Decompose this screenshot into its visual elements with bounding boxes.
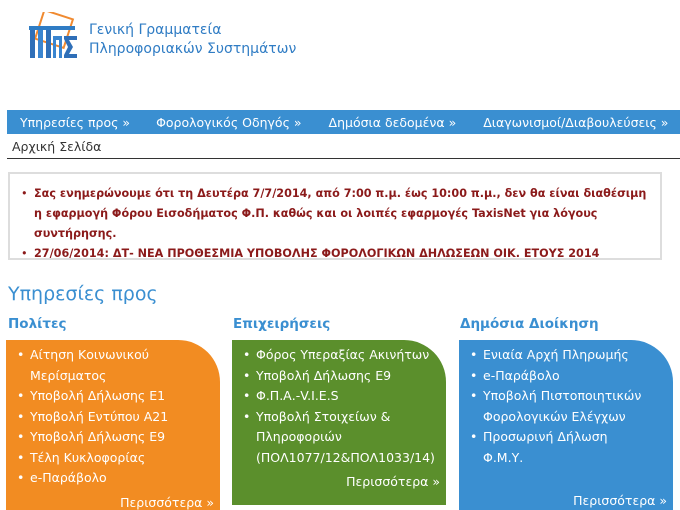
service-link[interactable]: • Φ.Π.Α.-V.I.E.S — [242, 386, 457, 407]
service-link[interactable]: • Υποβολή Δήλωσης Ε9 — [242, 366, 457, 387]
public-admin-title[interactable]: Δημόσια Διοίκηση — [460, 316, 599, 332]
announcement-item[interactable]: • Σας ενημερώνουμε ότι τη Δευτέρα 7/7/2014, από 7:00 π.μ. έως 10:00 π.μ., δεν θα είναι διαθέσιμη η εφαρμογή Φόρου Εισοδήματος Φ.Π. καθώς και οι λοιπές εφαρμογές TaxisNet για λόγους συντήρησης. — [20, 184, 650, 244]
service-link[interactable]: • Υποβολή Πιστοποιητικών Φορολογικών Ελέγχων — [469, 386, 659, 427]
service-link[interactable]: • Υποβολή Στοιχείων & Πληροφοριών (ΠΟΛ1077/12&ΠΟΛ1033/14) — [242, 407, 432, 469]
announcement-item[interactable]: • 27/06/2014: ΔΤ- ΝΕΑ ΠΡΟΘΕΣΜΙΑ ΥΠΟΒΟΛΗΣ ΦΟΡΟΛΟΓΙΚΩΝ ΔΗΛΩΣΕΩΝ ΟΙΚ. ΕΤΟΥΣ 2014 — [20, 244, 650, 264]
businesses-more-link[interactable]: Περισσότερα » — [346, 474, 440, 489]
announcements-box — [8, 172, 662, 260]
services-section-title: Υπηρεσίες προς — [8, 283, 158, 305]
service-link[interactable]: • Υποβολή Δήλωσης Ε9 — [16, 427, 168, 448]
org-name-line1: Γενική Γραμματεία — [89, 22, 222, 38]
citizens-title[interactable]: Πολίτες — [8, 316, 67, 332]
breadcrumb-home[interactable]: Αρχική Σελίδα — [12, 139, 102, 154]
service-link[interactable]: • Φόρος Υπεραξίας Ακινήτων — [242, 345, 457, 366]
citizens-more-link[interactable]: Περισσότερα » — [120, 495, 214, 510]
organization-name — [89, 21, 296, 59]
service-link[interactable]: • Προσωρινή Δήλωση Φ.Μ.Υ. — [469, 427, 619, 468]
breadcrumb — [12, 139, 101, 154]
nav-item-tax-guide[interactable]: Φορολογικός Οδηγός » — [156, 114, 302, 130]
org-name-line2: Πληροφοριακών Συστημάτων — [89, 41, 297, 57]
service-link[interactable]: • Υποβολή Εντύπου Α21 — [16, 407, 168, 428]
service-link[interactable]: • Ενιαία Αρχή Πληρωμής — [469, 345, 659, 366]
nav-item-public-data[interactable]: Δημόσια δεδομένα » — [328, 114, 457, 130]
site-header — [0, 0, 680, 105]
breadcrumb-divider — [7, 158, 680, 159]
main-nav — [7, 110, 680, 134]
citizens-services-box — [6, 340, 220, 510]
public-admin-more-link[interactable]: Περισσότερα » — [573, 493, 667, 508]
nav-item-services[interactable]: Υπηρεσίες προς » — [20, 114, 131, 130]
service-link[interactable]: • Υποβολή Δήλωσης Ε1 — [16, 386, 168, 407]
businesses-services-box — [232, 340, 446, 505]
service-link[interactable]: • Τέλη Κυκλοφορίας — [16, 448, 168, 469]
service-link[interactable]: • e-Παράβολο — [16, 468, 168, 489]
service-link[interactable]: • e-Παράβολο — [469, 366, 659, 387]
nav-item-tenders[interactable]: Διαγωνισμοί/Διαβουλεύσεις » — [483, 114, 669, 130]
public-admin-services-box — [459, 340, 673, 510]
gsis-logo-icon[interactable] — [25, 12, 81, 60]
service-link[interactable]: • Αίτηση Κοινωνικού Μερίσματος — [16, 345, 166, 386]
businesses-title[interactable]: Επιχειρήσεις — [233, 316, 331, 332]
